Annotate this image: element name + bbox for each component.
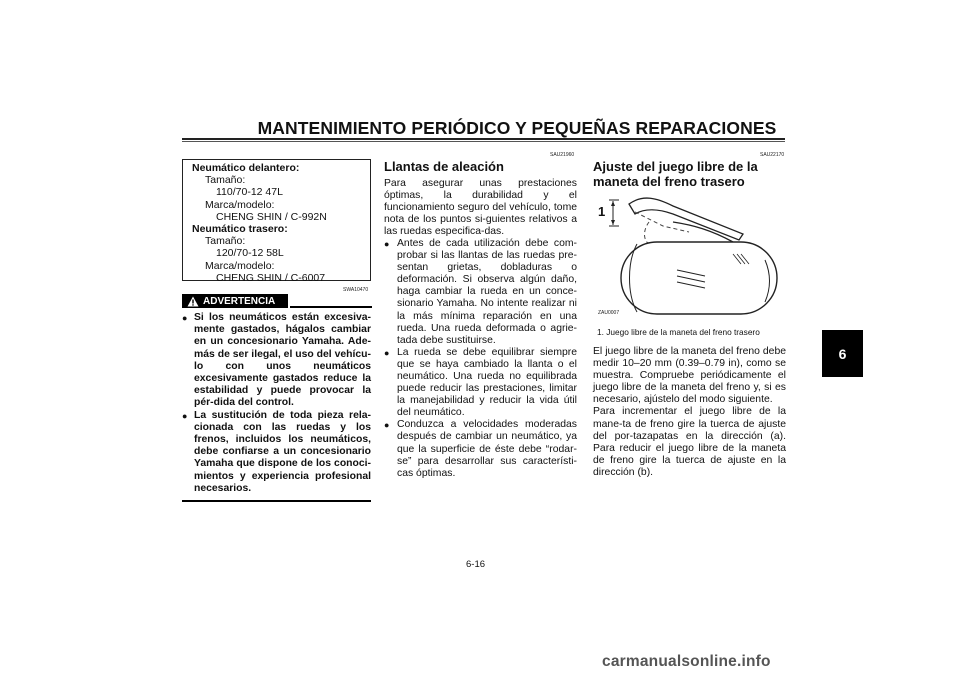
brake-body (593, 346, 786, 479)
wheels-title: Llantas de aleación (384, 159, 504, 174)
wheels-item (384, 238, 577, 347)
bullet-icon: ● (384, 420, 390, 431)
brake-body-paragraph-2: Para incrementar el juego libre de la mane-ta de freno gire la tuerca de ajuste del por-tazapatas en la dirección (a). Para reducir el juego libre de la maneta de freno gire la tuerca de ajuste en la dirección (b). (593, 406, 786, 478)
brake-title: Ajuste del juego libre de la maneta del freno trasero (593, 159, 758, 189)
warning-header-rule (290, 306, 372, 308)
title-rule (182, 138, 785, 140)
brake-body-paragraph-1: El juego libre de la maneta del freno debe medir 10–20 mm (0.39–0.79 in), como se muestra. Compruebe periódicamente el juego libre de la maneta del freno y, si es necesario, ajústelo del modo siguiente. (593, 346, 786, 406)
page-number: 6-16 (466, 559, 486, 570)
warning-triangle-icon (187, 296, 199, 307)
tire-spec-box (182, 159, 371, 284)
front-size-label: Tamaño: (205, 174, 246, 187)
rear-brand-label: Marca/modelo: (205, 259, 275, 272)
wheels-item (384, 419, 577, 479)
rear-size-label: Tamaño: (205, 235, 246, 248)
brake-lever-figure (593, 192, 783, 322)
warning-bottom-rule (182, 500, 371, 502)
rear-brand-value: CHENG SHIN / C-6007 (216, 271, 326, 284)
wheels-section (384, 160, 577, 480)
front-brand-value: CHENG SHIN / C-992N (216, 210, 327, 223)
warning-item-text: La sustitución de toda pieza rela-cionada con las ruedas y los frenos, incluidos los neumáticos, debe confiarse a un concesionario Yamaha que dispone de los conoci-mientos y experiencia profesional necesarios. (194, 409, 371, 494)
wheels-item-text: La rueda se debe equilibrar siempre que se haya cambiado la llanta o el neumático. Una rueda no equilibrada puede reducir las prestaciones, limitar la manejabilidad y reducir la vida útil del neumático. (397, 346, 577, 419)
warning-label: ADVERTENCIA (203, 295, 276, 307)
warning-badge (182, 294, 288, 308)
chapter-tab: 6 (822, 330, 863, 377)
front-brand-label: Marca/modelo: (205, 198, 275, 211)
warning-header (182, 294, 371, 309)
figure-code: ZAU0007 (598, 310, 620, 316)
bullet-icon: ● (384, 347, 390, 358)
warning-item (182, 410, 371, 495)
brake-section (593, 160, 786, 192)
page-title: MANTENIMIENTO PERIÓDICO Y PEQUEÑAS REPARACIONES (257, 118, 777, 138)
warning-text (182, 312, 371, 495)
wheels-item (384, 347, 577, 420)
front-tire-heading: Neumático delantero: (192, 162, 300, 174)
watermark: carmanualsonline.info (602, 653, 771, 670)
warning-code: SWA10470 (343, 287, 369, 293)
wheels-intro: Para asegurar unas prestaciones óptimas, la durabilidad y el funcionamiento seguro del vehículo, tome nota de los puntos si-guientes relativos a las ruedas especifica-das. (384, 177, 577, 237)
title-rule-secondary (182, 141, 785, 142)
bullet-icon: ● (384, 238, 390, 249)
figure-callout-number: 1 (598, 204, 606, 219)
warning-item (182, 312, 371, 410)
wheels-item-text: Conduzca a velocidades moderadas después de cambiar un neumático, ya que la superficie de éste debe “rodar-se” para desarrollar sus característi-cas óptimas. (397, 419, 577, 479)
wheels-code: SAU21960 (550, 152, 575, 158)
brake-code: SAU22170 (760, 152, 785, 158)
bullet-icon: ● (182, 313, 188, 323)
rear-size-value: 120/70-12 58L (216, 247, 284, 260)
figure-caption: 1. Juego libre de la maneta del freno trasero (597, 327, 760, 337)
rear-tire-heading: Neumático trasero: (192, 223, 288, 236)
front-size-value: 110/70-12 47L (216, 186, 283, 199)
bullet-icon: ● (182, 410, 188, 421)
wheels-item-text: Antes de cada utilización debe com-probar si las llantas de las ruedas pre-sentan grietas, dobladuras o deformación. Si observa algún daño, haga cambiar la rueda en un conce-sionario Yamaha. No intente realizar ni la más mínima reparación en una rueda. Una rueda deformada o agrie-tada debe sustituirse. (397, 237, 577, 346)
warning-item-text: Si los neumáticos están excesiva-mente gastados, hágalos cambiar en un concesionario Yamaha. Ade-más de ser ilegal, el uso del vehícu-lo con unos neumáticos excesivamente gastados reduce la estabilidad y puede provocar la pér-dida del control. (194, 312, 371, 409)
